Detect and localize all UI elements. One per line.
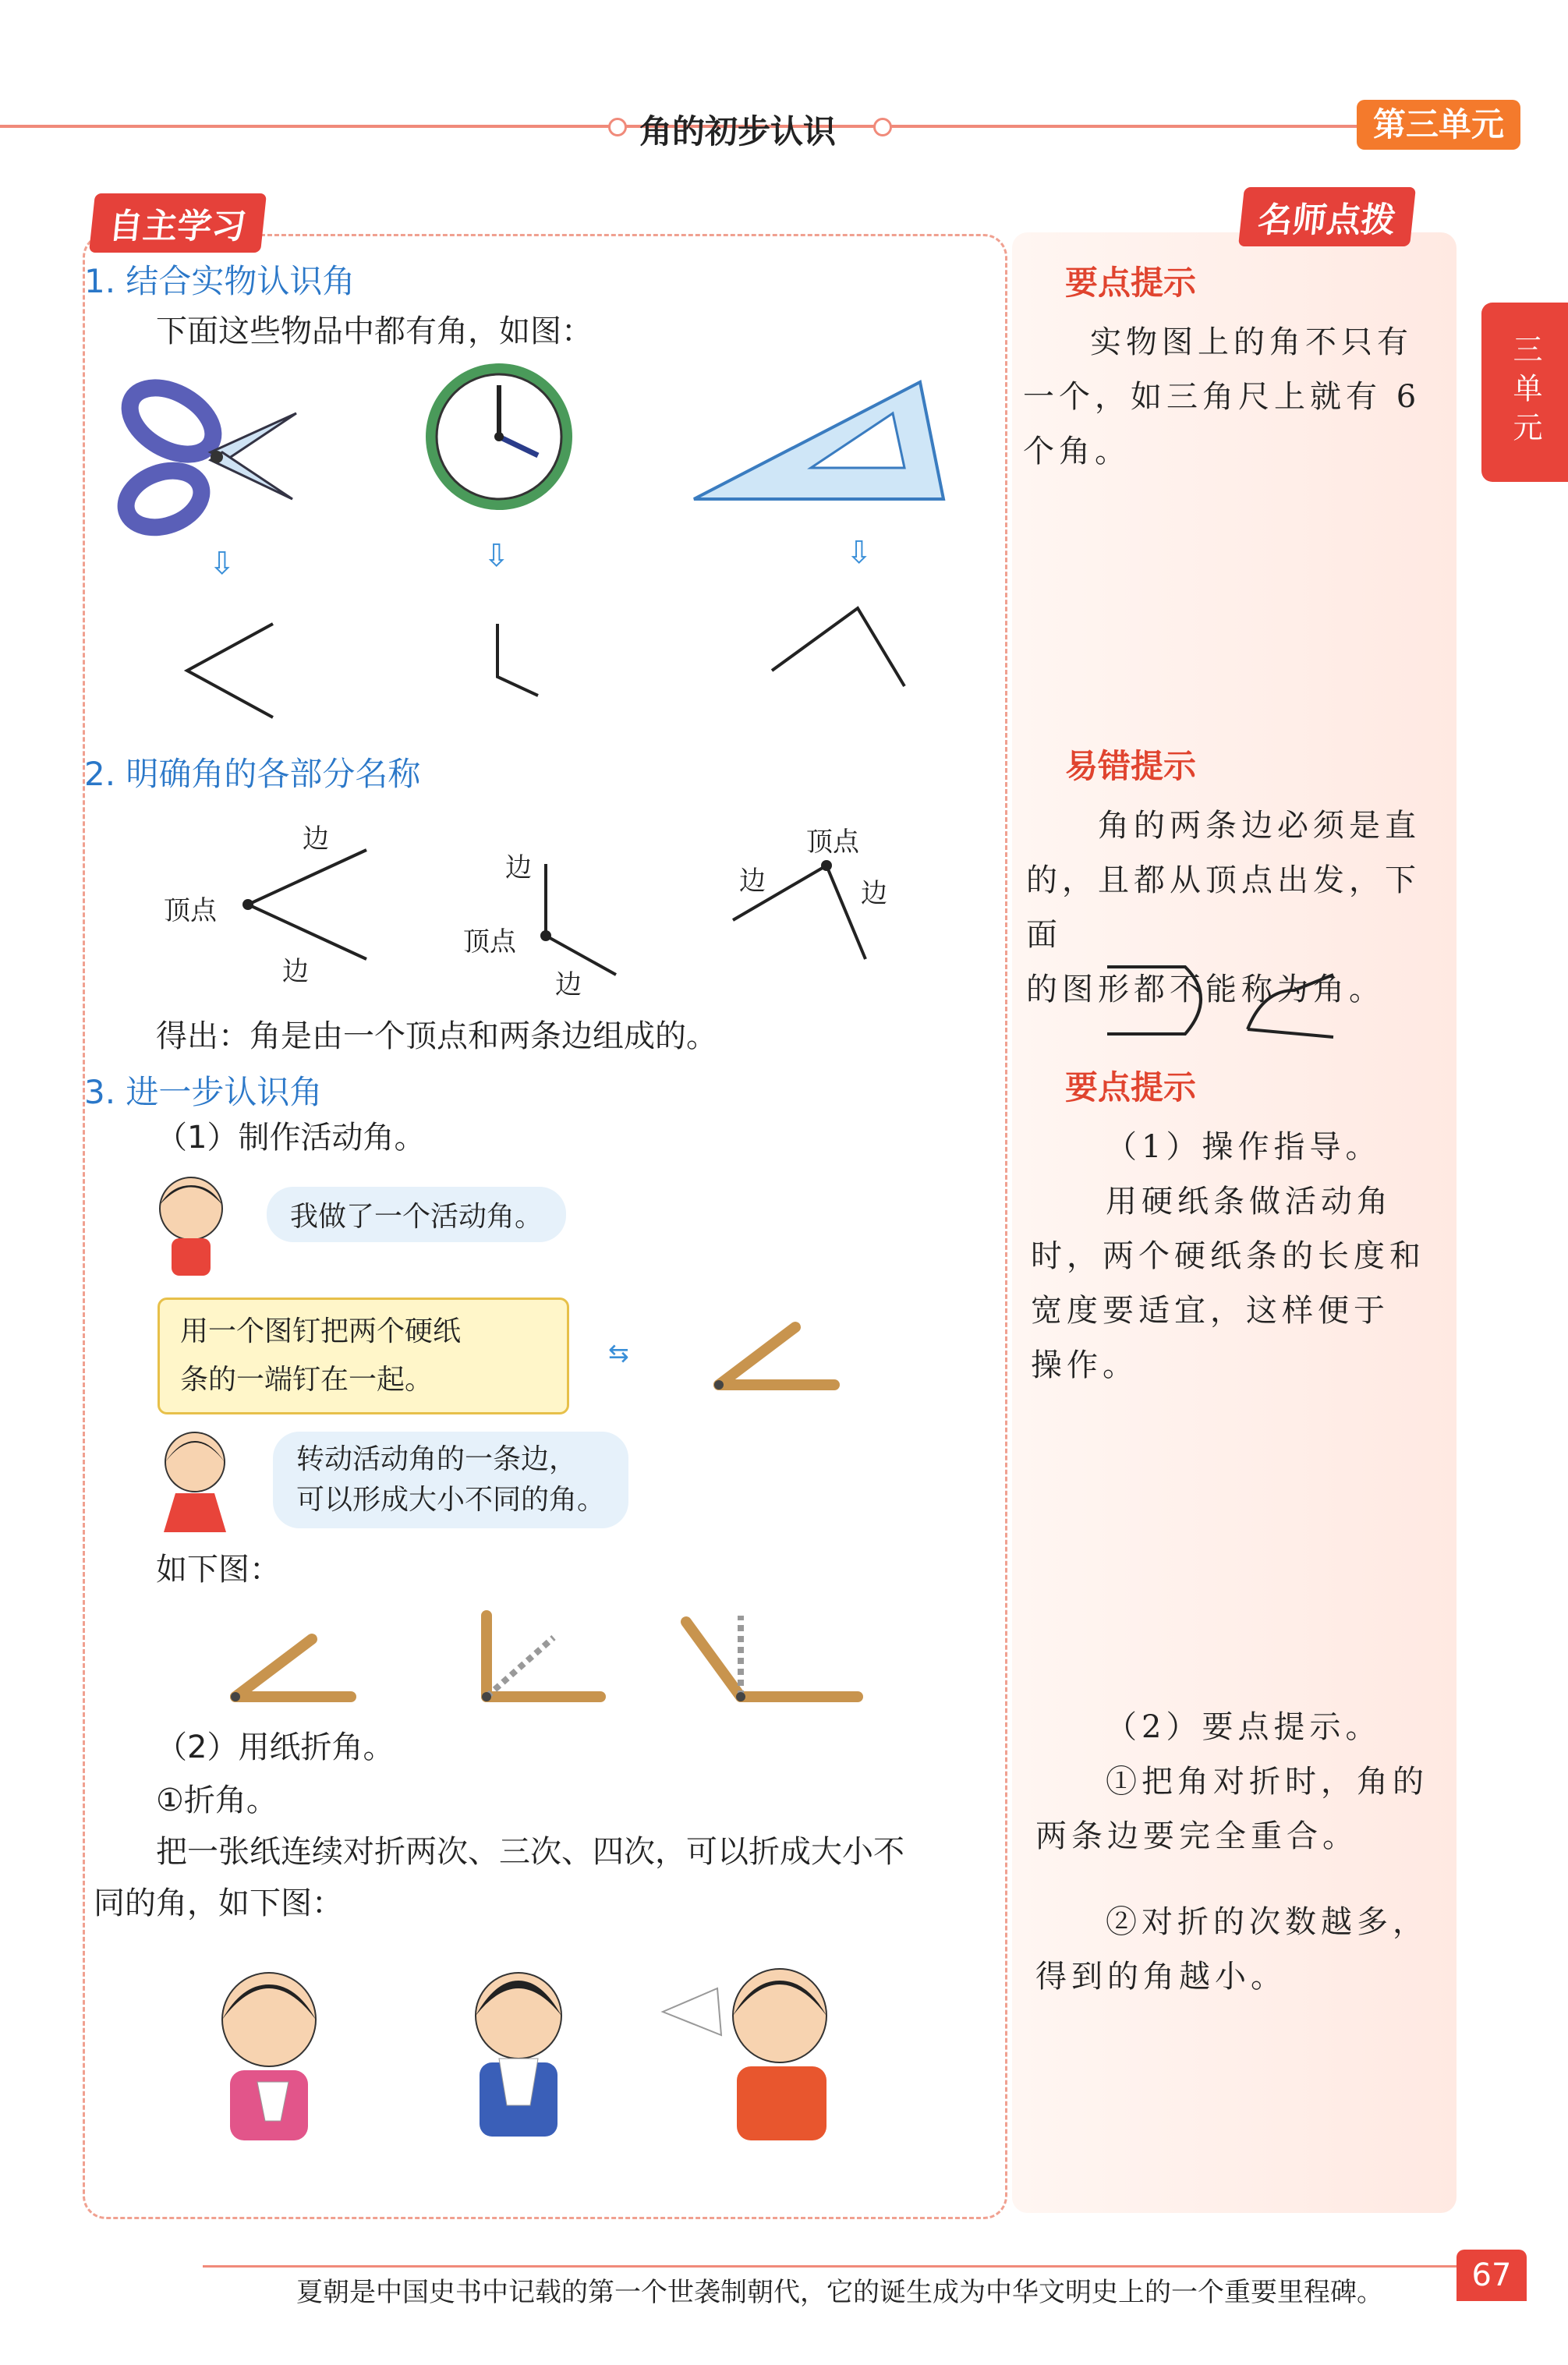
section2-heading: 2. 明确角的各部分名称 [84, 755, 421, 793]
girl-with-folded-paper-illustration [655, 1942, 889, 2144]
boy-folding-paper-illustration [452, 1957, 585, 2144]
boy-avatar [148, 1170, 234, 1279]
arrow-down-icon: ⇩ [483, 538, 510, 574]
speech-bubble-2-line1: 转动活动角的一条边， [296, 1443, 578, 1475]
angle-shape-clock [491, 616, 546, 702]
tip2-line2: 的，且都从顶点出发，下面 [1026, 862, 1421, 953]
side-unit-tab: 三单元 [1481, 303, 1568, 482]
tip3-line6: （2）要点提示。 [1106, 1709, 1382, 1745]
label-vertex: 顶点 [806, 827, 859, 858]
label-vertex: 顶点 [164, 895, 217, 926]
tip3-line3: 时，两个硬纸条的长度和 [1031, 1238, 1425, 1274]
page-title: 角的初步认识 [639, 112, 837, 150]
section3-p1: （1）制作活动角。 [156, 1120, 426, 1156]
label-edge: 边 [282, 956, 309, 987]
speech-bubble-2-line2: 可以形成大小不同的角。 [296, 1484, 606, 1516]
section3-heading: 3. 进一步认识角 [84, 1073, 323, 1111]
tip1-line2: 一个，如三角尺上就有 6 [1023, 379, 1421, 415]
speech-bubble-1: 我做了一个活动角。 [267, 1187, 566, 1242]
self-study-tag: 自主学习 [89, 193, 267, 253]
header-rule-dot-right [873, 118, 892, 136]
unit-badge: 第三单元 [1357, 100, 1520, 150]
tip3-line2: 用硬纸条做活动角 [1106, 1184, 1393, 1220]
section1-intro: 下面这些物品中都有角，如图： [156, 313, 593, 349]
clock-icon [421, 359, 577, 515]
girl-avatar [156, 1427, 234, 1536]
as-below-label: 如下图： [156, 1552, 281, 1588]
tip-block-3-cont [1012, 1700, 1449, 2004]
section1-heading: 1. 结合实物认识角 [84, 262, 356, 300]
footer-rule [203, 2265, 1466, 2268]
arrow-down-icon: ⇩ [846, 535, 872, 571]
label-edge: 边 [505, 852, 532, 883]
footer-fact: 夏朝是中国史书中记载的第一个世袭制朝代，它的诞生成为中华文明史上的一个重要里程碑。 [296, 2277, 1383, 2308]
set-square-icon [686, 374, 959, 507]
tip-block-1 [1012, 257, 1449, 479]
movable-angle-right [476, 1606, 608, 1708]
angle-shape-set-square [764, 600, 920, 702]
label-edge: 边 [303, 823, 329, 855]
tip-box-line1: 用一个图钉把两个硬纸 [180, 1315, 462, 1347]
tip3-line5: 操作。 [1031, 1347, 1138, 1383]
tip3-line9: ②对折的次数越多， [1106, 1904, 1428, 1940]
tip3-line7: ①把角对折时，角的 [1106, 1764, 1428, 1800]
tip3-line10: 得到的角越小。 [1035, 1959, 1287, 1995]
not-angle-examples [1099, 959, 1333, 1045]
double-arrow-icon: ⇆ [608, 1338, 629, 1368]
movable-angle-small [226, 1630, 359, 1708]
tip3-line1: （1）操作指导。 [1106, 1129, 1382, 1165]
section3-p2: （2）用纸折角。 [156, 1729, 395, 1765]
header-rule-dot-left [608, 118, 627, 136]
speech-bubble-2 [273, 1432, 628, 1528]
scissors-icon [117, 374, 304, 538]
tip2-heading: 易错提示 [1065, 747, 1197, 785]
page-number: 67 [1457, 2250, 1527, 2301]
label-edge: 边 [739, 866, 766, 897]
movable-angle-obtuse [678, 1606, 865, 1708]
girl-folding-paper-illustration [195, 1957, 343, 2144]
tip1-line1: 实物图上的角不只有 [1090, 324, 1413, 360]
tip1-heading: 要点提示 [1065, 264, 1197, 302]
tip-box-line2: 条的一端钉在一起。 [180, 1364, 434, 1396]
tip1-line3: 个角。 [1023, 434, 1131, 469]
tip2-line1: 角的两条边必须是直 [1098, 808, 1421, 844]
fold-label: ①折角。 [156, 1783, 278, 1818]
labeled-angle-1 [242, 842, 374, 967]
angle-shape-scissors [179, 616, 281, 725]
movable-angle-model [710, 1318, 842, 1396]
label-edge: 边 [861, 878, 887, 909]
tip3-heading: 要点提示 [1065, 1068, 1197, 1106]
tip-yellow-box [158, 1298, 569, 1414]
arrow-down-icon: ⇩ [209, 546, 235, 582]
fold-text-line1: 把一张纸连续对折两次、三次、四次，可以折成大小不 [156, 1834, 904, 1870]
tip2-line3: 的图形都不能称为角。 [1026, 972, 1385, 1007]
teacher-tips-tag: 名师点拨 [1238, 187, 1416, 246]
label-vertex: 顶点 [463, 926, 516, 958]
tip3-line4: 宽度要适宜，这样便于 [1031, 1293, 1389, 1329]
section2-conclusion: 得出：角是由一个顶点和两条边组成的。 [156, 1018, 717, 1054]
label-edge: 边 [555, 969, 582, 1000]
tip3-line8: 两条边要完全重合。 [1035, 1818, 1358, 1854]
tip-block-3 [1012, 1062, 1449, 1393]
fold-text-line2: 同的角，如下图： [94, 1885, 343, 1921]
